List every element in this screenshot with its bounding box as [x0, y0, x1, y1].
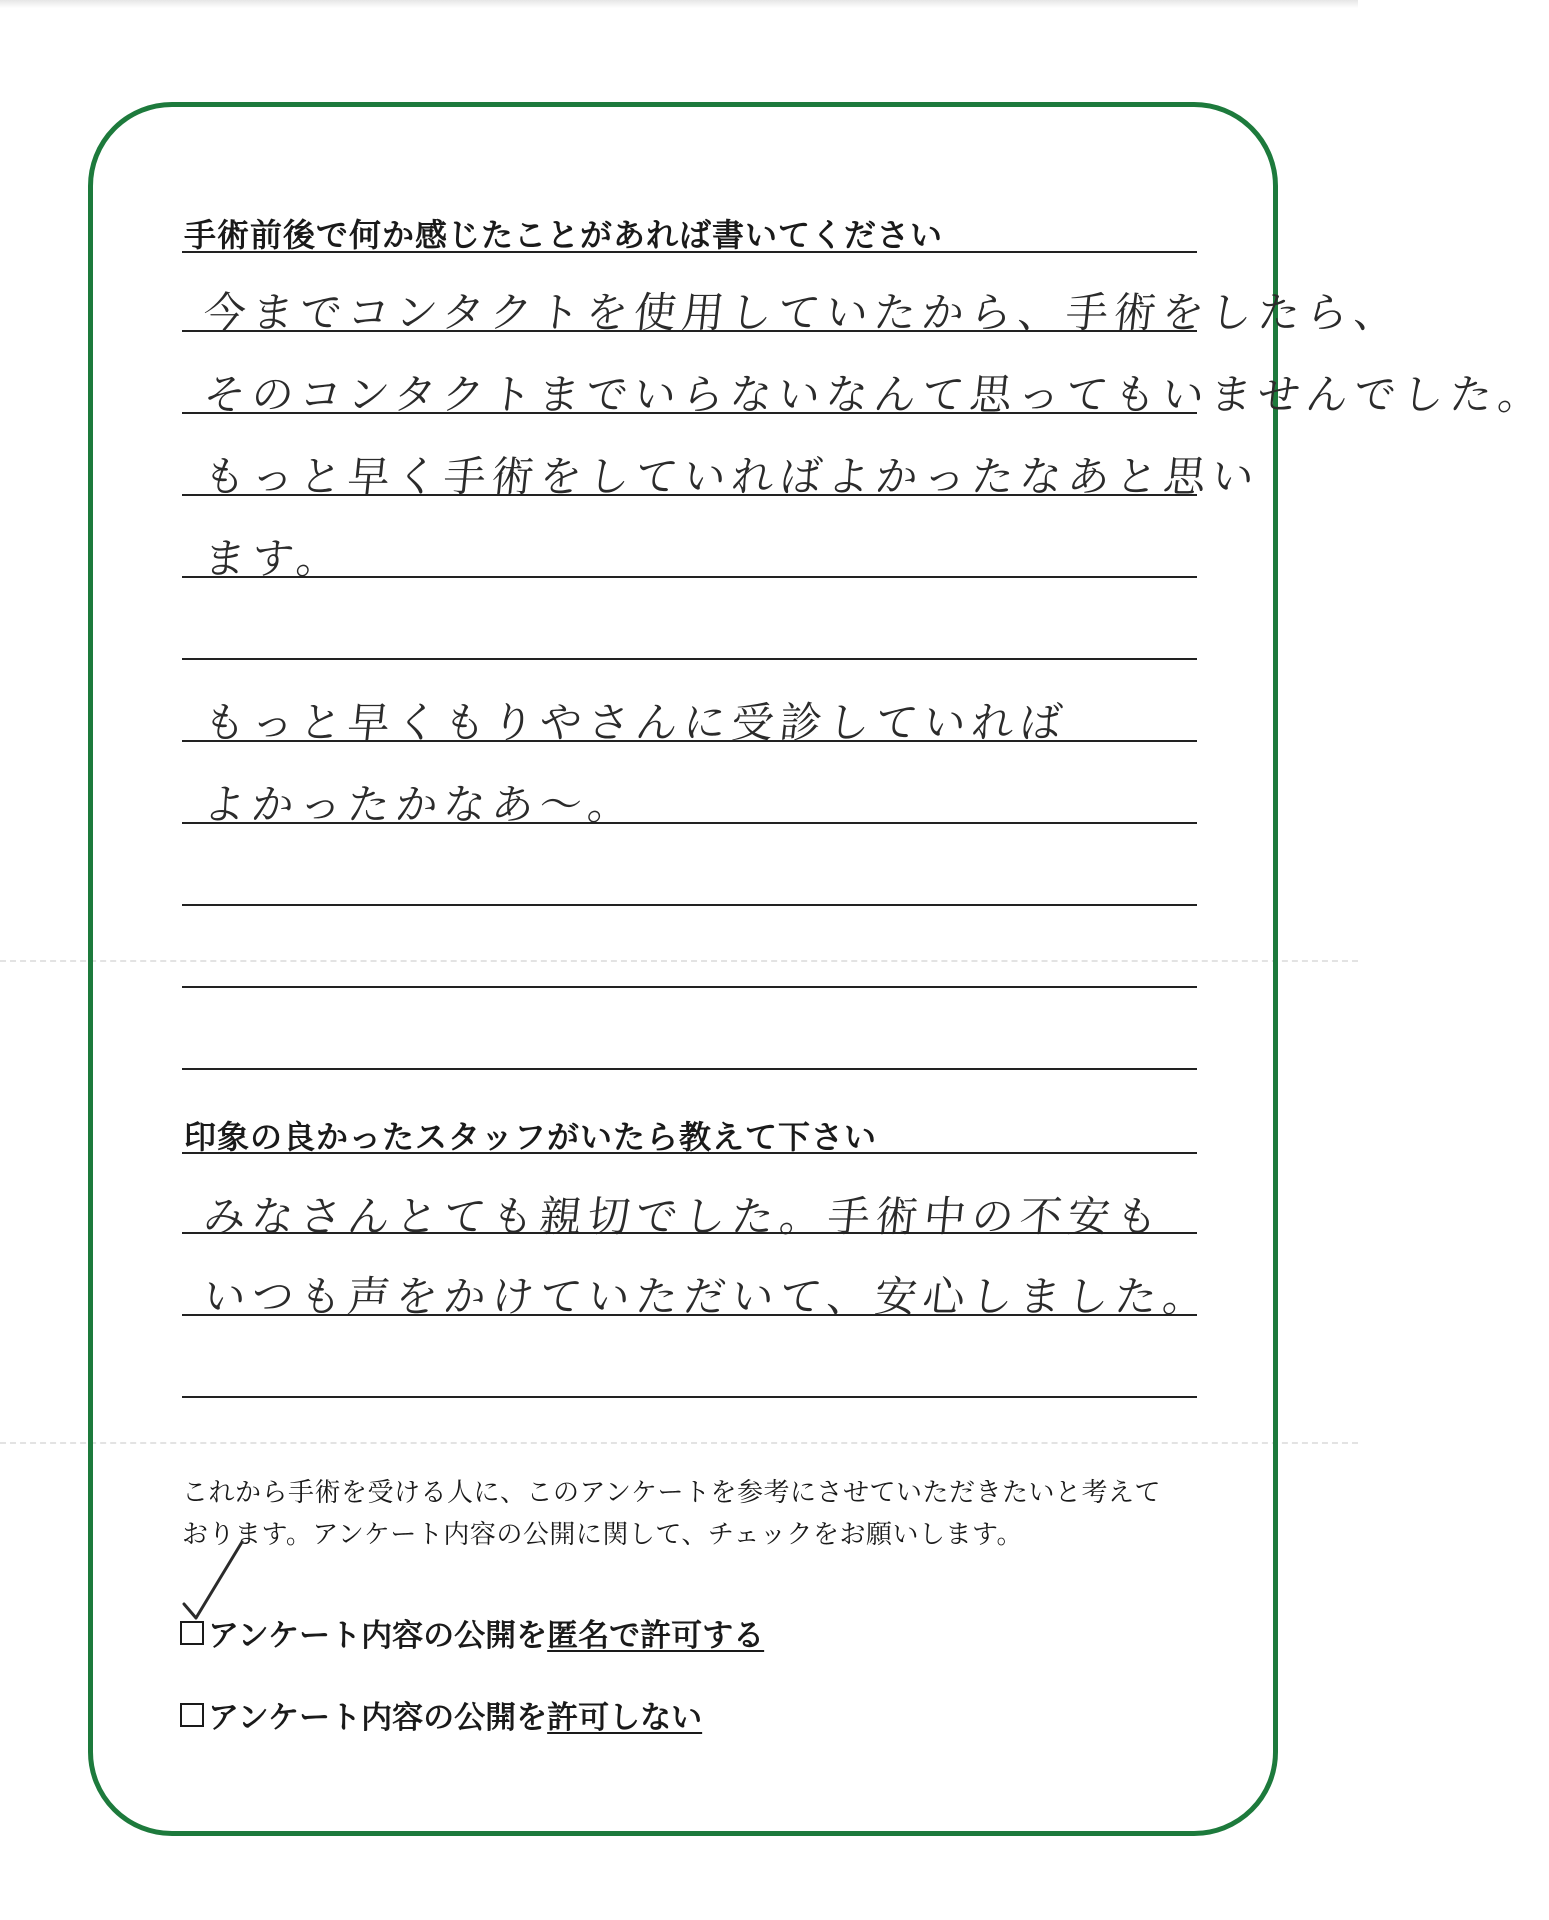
answer-rule: [182, 494, 1197, 496]
option-emphasis: 匿名で許可する: [547, 1618, 765, 1654]
answer-rule: [182, 576, 1197, 578]
checkbox-checked[interactable]: [180, 1621, 204, 1645]
question-2-heading: 印象の良かったスタッフがいたら教えて下さい: [184, 1118, 878, 1156]
answer-rule: [182, 740, 1197, 742]
notice-line-1: これから手術を受ける人に、このアンケートを参考にさせていただきたいと考えて: [182, 1478, 1161, 1508]
answer-1-line: そのコンタクトまでいらないなんて思ってもいませんでした。: [201, 370, 1549, 419]
answer-rule: [182, 330, 1197, 332]
option-deny[interactable]: [180, 1692, 702, 1737]
answer-rule: [182, 1152, 1197, 1154]
option-allow-anonymous[interactable]: [180, 1610, 764, 1655]
answer-1-line: 今までコンタクトを使用していたから、手術をしたら、: [201, 288, 1405, 337]
answer-rule: [182, 658, 1197, 660]
answer-2-line: いつも声をかけていただいて、安心しました。: [201, 1272, 1214, 1321]
answer-1-line: もっと早くもりやさんに受診していれば: [201, 698, 1071, 747]
answer-2-line: みなさんとても親切でした。手術中の不安も: [201, 1192, 1167, 1241]
answer-rule: [182, 1068, 1197, 1070]
answer-rule: [182, 1232, 1197, 1234]
option-prefix: アンケート内容の公開を: [208, 1700, 548, 1736]
checkbox-unchecked[interactable]: [180, 1703, 204, 1727]
option-emphasis: 許可しない: [547, 1700, 703, 1736]
answer-rule: [182, 822, 1197, 824]
question-1-heading: 手術前後で何か感じたことがあれば書いてください: [184, 216, 944, 254]
scan-edge: [0, 0, 1358, 8]
answer-rule: [182, 412, 1197, 414]
handwritten-checkmark-icon: [176, 1538, 256, 1618]
answer-rule: [182, 904, 1197, 906]
answer-1-line: もっと早く手術をしていればよかったなあと思い: [201, 452, 1263, 501]
answer-1-line: よかったかなあ〜。: [201, 780, 639, 829]
option-prefix: アンケート内容の公開を: [208, 1618, 548, 1654]
answer-rule: [182, 1396, 1197, 1398]
answer-rule: [182, 251, 1197, 253]
notice-line-2: おります。アンケート内容の公開に関して、チェックをお願いします。: [182, 1520, 1023, 1550]
answer-rule: [182, 986, 1197, 988]
answer-1-line: ます。: [201, 534, 347, 583]
answer-rule: [182, 1314, 1197, 1316]
